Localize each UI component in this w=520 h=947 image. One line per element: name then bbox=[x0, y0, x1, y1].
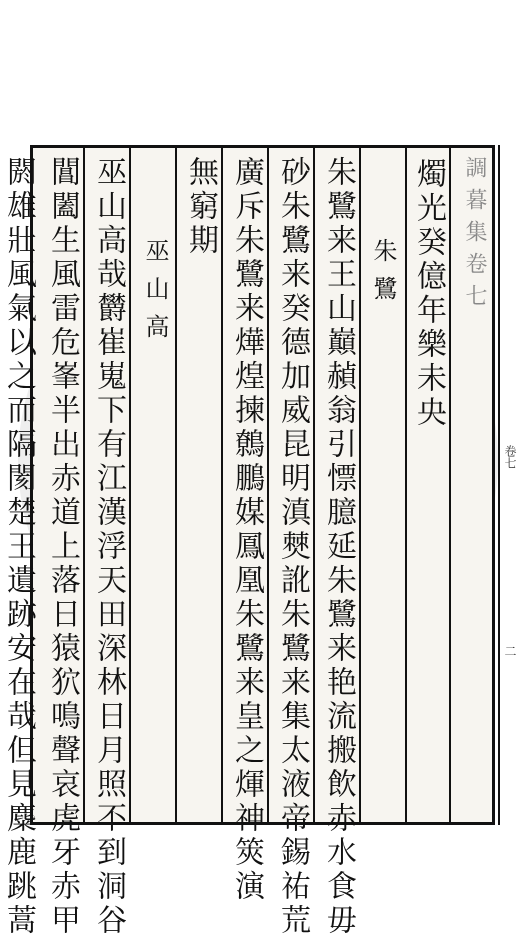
section-title-wushangao: 巫山高 bbox=[141, 238, 169, 352]
column-rule bbox=[83, 148, 85, 822]
page-edge-tab bbox=[498, 145, 517, 825]
column-rule bbox=[267, 148, 269, 822]
text-column-8: 巫山高哉欝崔嵬下有江漢浮天田深林日月照不到洞谷 bbox=[91, 156, 126, 938]
text-column-9: 閶闔生風雷危峯半出赤道上落日猿狖鳴聲哀虎牙赤甲 bbox=[45, 156, 80, 938]
text-column-10: 閼雄壯風氣以之而隔閡楚王遺跡安在哉但見麋鹿跳蒿 bbox=[1, 156, 36, 938]
text-column-6: 無窮期 bbox=[183, 156, 218, 258]
column-rule bbox=[313, 148, 315, 822]
text-column-3: 朱鷺来王山巔赬翁引慓臆延朱鷺来艳流搬飲赤水食毋 bbox=[321, 156, 356, 938]
edge-mark: 卷七 bbox=[503, 445, 517, 469]
section-title-zhulu: 朱鷺 bbox=[369, 238, 397, 314]
text-column-4: 砂朱鷺来癸德加威昆明滇僰訛朱鷺来集太液帝錫祐荒 bbox=[275, 156, 310, 938]
text-column-5: 廣斥朱鷺来燁煌揀鷯鵬媒鳳凰朱鷺来皇之煇神筴演 bbox=[229, 156, 264, 904]
book-page bbox=[1, 145, 495, 938]
edge-mark: 二 bbox=[503, 645, 517, 657]
edge-header: 調暮集卷七 bbox=[462, 156, 487, 316]
column-rule bbox=[221, 148, 223, 822]
column-rule bbox=[449, 148, 451, 822]
column-rule bbox=[405, 148, 407, 822]
text-column-1: 燭光癸億年樂未央 bbox=[411, 158, 446, 430]
column-rule bbox=[129, 148, 131, 822]
column-rule bbox=[175, 148, 177, 822]
column-rule bbox=[359, 148, 361, 822]
